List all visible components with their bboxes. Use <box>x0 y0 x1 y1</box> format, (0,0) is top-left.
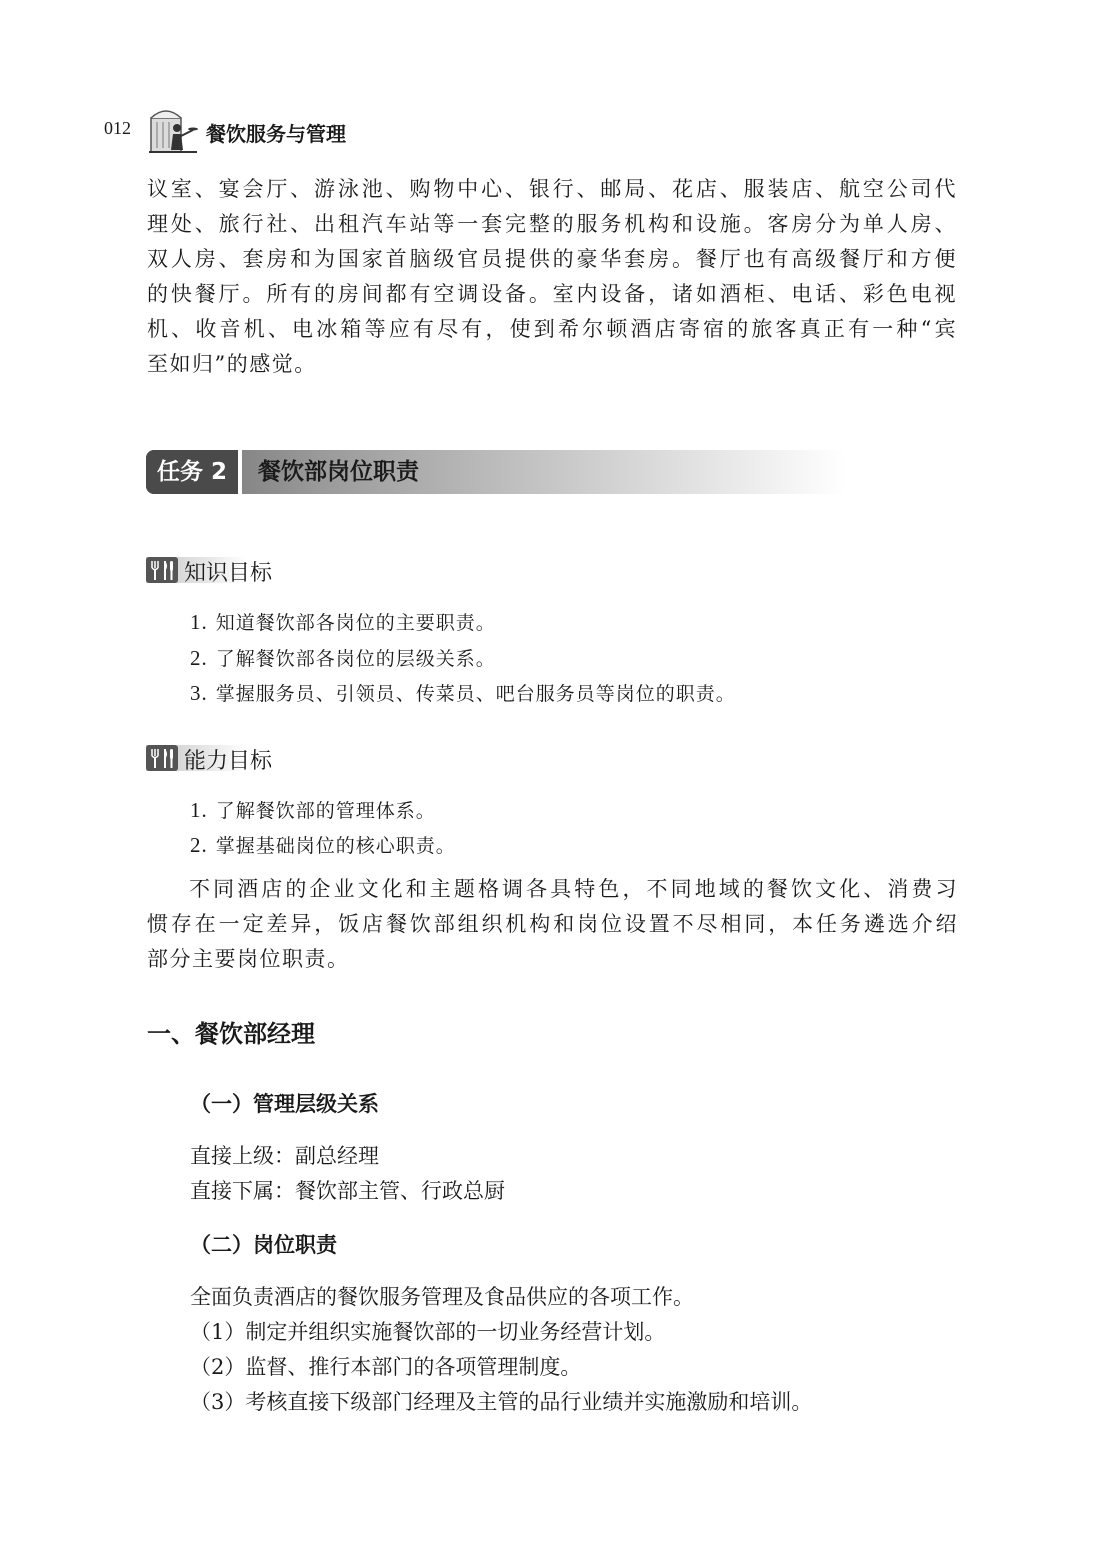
knowledge-item <box>190 679 736 706</box>
direct-subordinate: 直接下属：餐饮部主管、行政总厨 <box>190 1179 505 1203</box>
overview-paragraph <box>147 872 957 977</box>
task-title: 餐饮部岗位职责 <box>258 459 419 485</box>
overview-line: 部分主要岗位职责。 <box>147 947 350 971</box>
page-number: 012 <box>104 118 131 138</box>
knowledge-item <box>190 644 496 671</box>
duty-item: （2）监督、推行本部门的各项管理制度。 <box>190 1355 582 1379</box>
intro-line: 至如归”的感觉。 <box>147 352 317 376</box>
ability-heading: 能力目标 <box>184 749 273 774</box>
intro-line: 议室、宴会厅、游泳池、购物中心、银行、邮局、花店、服装店、航空公司代 <box>147 177 957 201</box>
item-text: 掌握服务员、引领员、传菜员、吧台服务员等岗位的职责。 <box>215 683 736 705</box>
intro-line: 机、收音机、电冰箱等应有尽有，使到希尔顿酒店寄宿的旅客真正有一种“宾 <box>147 317 957 341</box>
utensils-icon <box>146 745 178 771</box>
item-number: 1. <box>190 798 208 822</box>
duty-item: （1）制定并组织实施餐饮部的一切业务经营计划。 <box>190 1320 666 1344</box>
item-text: 掌握基础岗位的核心职责。 <box>215 835 456 857</box>
intro-line: 理处、旅行社、出租汽车站等一套完整的服务机构和设施。客房分为单人房、 <box>147 212 957 236</box>
task-banner <box>146 450 846 494</box>
hotel-logo-icon <box>147 104 199 156</box>
intro-line: 双人房、套房和为国家首脑级官员提供的豪华套房。餐厅也有高级餐厅和方便 <box>147 247 957 271</box>
ability-item <box>190 831 456 858</box>
overview-line: 惯存在一定差异，饭店餐饮部组织机构和岗位设置不尽相同，本任务遴选介绍 <box>147 912 957 936</box>
duty-item: （3）考核直接下级部门经理及主管的品行业绩并实施激励和培训。 <box>190 1390 813 1414</box>
item-number: 1. <box>190 610 208 634</box>
intro-line: 的快餐厅。所有的房间都有空调设备。室内设备，诸如酒柜、电话、彩色电视 <box>147 282 957 306</box>
overview-line: 不同酒店的企业文化和主题格调各具特色，不同地域的餐饮文化、消费习 <box>189 877 957 901</box>
utensils-icon <box>146 557 178 583</box>
task-divider <box>238 450 242 494</box>
duty-summary: 全面负责酒店的餐饮服务管理及食品供应的各项工作。 <box>190 1285 694 1309</box>
direct-superior: 直接上级：副总经理 <box>190 1144 379 1168</box>
knowledge-item <box>190 608 496 635</box>
item-number: 3. <box>190 681 208 705</box>
subsection-heading: （二）岗位职责 <box>190 1233 337 1257</box>
intro-paragraph <box>147 172 957 382</box>
item-text: 了解餐饮部的管理体系。 <box>215 800 436 822</box>
item-number: 2. <box>190 833 208 857</box>
item-text: 了解餐饮部各岗位的层级关系。 <box>215 648 496 670</box>
subsection-heading: （一）管理层级关系 <box>190 1092 379 1116</box>
task-label: 任务 2 <box>146 450 238 494</box>
knowledge-heading: 知识目标 <box>184 561 273 586</box>
section-heading: 一、餐饮部经理 <box>147 1020 315 1048</box>
ability-item <box>190 796 436 823</box>
item-text: 知道餐饮部各岗位的主要职责。 <box>215 612 496 634</box>
item-number: 2. <box>190 646 208 670</box>
book-title: 餐饮服务与管理 <box>206 122 346 146</box>
